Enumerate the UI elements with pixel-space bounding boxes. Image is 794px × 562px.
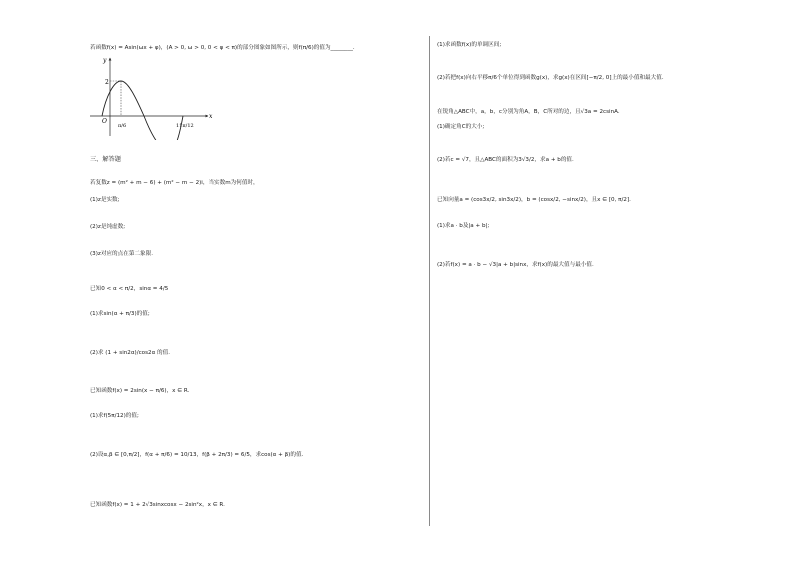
q1-part2: (2)z是纯虚数;: [90, 224, 126, 230]
q6-stem: 已知向量a = (cos3x/2, sin3x/2)，b = (cosx/2, −sinx/2)，且x ∈ [0, π/2].: [437, 197, 631, 203]
q6-part2: (2)若f(x) = a · b − √3|a + b|sinx，求f(x)的最大值与最小值.: [437, 262, 594, 268]
q2-stem: 已知0 < α < π/2，sinα = 4/5: [90, 286, 169, 292]
max-value-label: 2: [105, 79, 109, 86]
q4-stem: 已知函数f(x) = 1 + 2√3sinxcosx − 2sin²x，x ∈ R.: [90, 502, 225, 508]
x-axis-label: x: [209, 113, 213, 120]
tick-11pi-over-12: 11π/12: [176, 123, 194, 129]
q3-part2: (2)设α,β ∈ [0,π/2]，f(α + π/6) = 10/13，f(β + 2π/3) = 6/5，求cos(α + β)的值.: [90, 452, 304, 458]
q5-part2: (2)若c = √7，且△ABC的面积为3√3/2，求a + b的值.: [437, 157, 574, 163]
question-graph-text: 若函数f(x) = Asin(ωx + φ)，(A > 0, ω > 0, 0 < φ < π)的部分图象如图所示，则f(π/6)的值为________.: [90, 45, 355, 51]
q3-stem: 已知函数f(x) = 2sin(x − π/6)，x ∈ R.: [90, 388, 190, 394]
q1-part3: (3)z对应的点在第二象限.: [90, 251, 153, 257]
q5-stem: 在锐角△ABC中，a，b，c分别为角A，B，C所对的边，且√3a = 2csinA.: [437, 109, 620, 115]
y-axis-label: y: [103, 57, 107, 64]
sine-graph: [88, 52, 218, 140]
q2-part2: (2)求 (1 + sin2α)/cos2α 的值.: [90, 350, 171, 356]
q1-part1: (1)z是实数;: [90, 197, 120, 203]
q2-part1: (1)求sin(α + π/3)的值;: [90, 311, 150, 317]
page-divider: [429, 36, 430, 526]
q3-part1: (1)求f(5π/12)的值;: [90, 413, 139, 419]
q1-stem: 若复数z = (m² + m − 6) + (m² − m − 2)i，当实数m为何值时，: [90, 180, 259, 186]
q4-part2: (2)若把f(x)向右平移π/6个单位得到函数g(x)，求g(x)在区间[−π/2, 0]上的最小值和最大值.: [437, 75, 664, 81]
origin-label: O: [102, 118, 107, 125]
tick-pi-over-6: π/6: [118, 123, 127, 129]
q5-part1: (1)确定角C的大小;: [437, 124, 485, 130]
section-title: 三、解答题: [90, 156, 121, 163]
q6-part1: (1)求a · b及|a + b|;: [437, 223, 490, 229]
q4-part1: (1)求函数f(x)的单调区间;: [437, 42, 502, 48]
sine-curve: [102, 81, 183, 140]
